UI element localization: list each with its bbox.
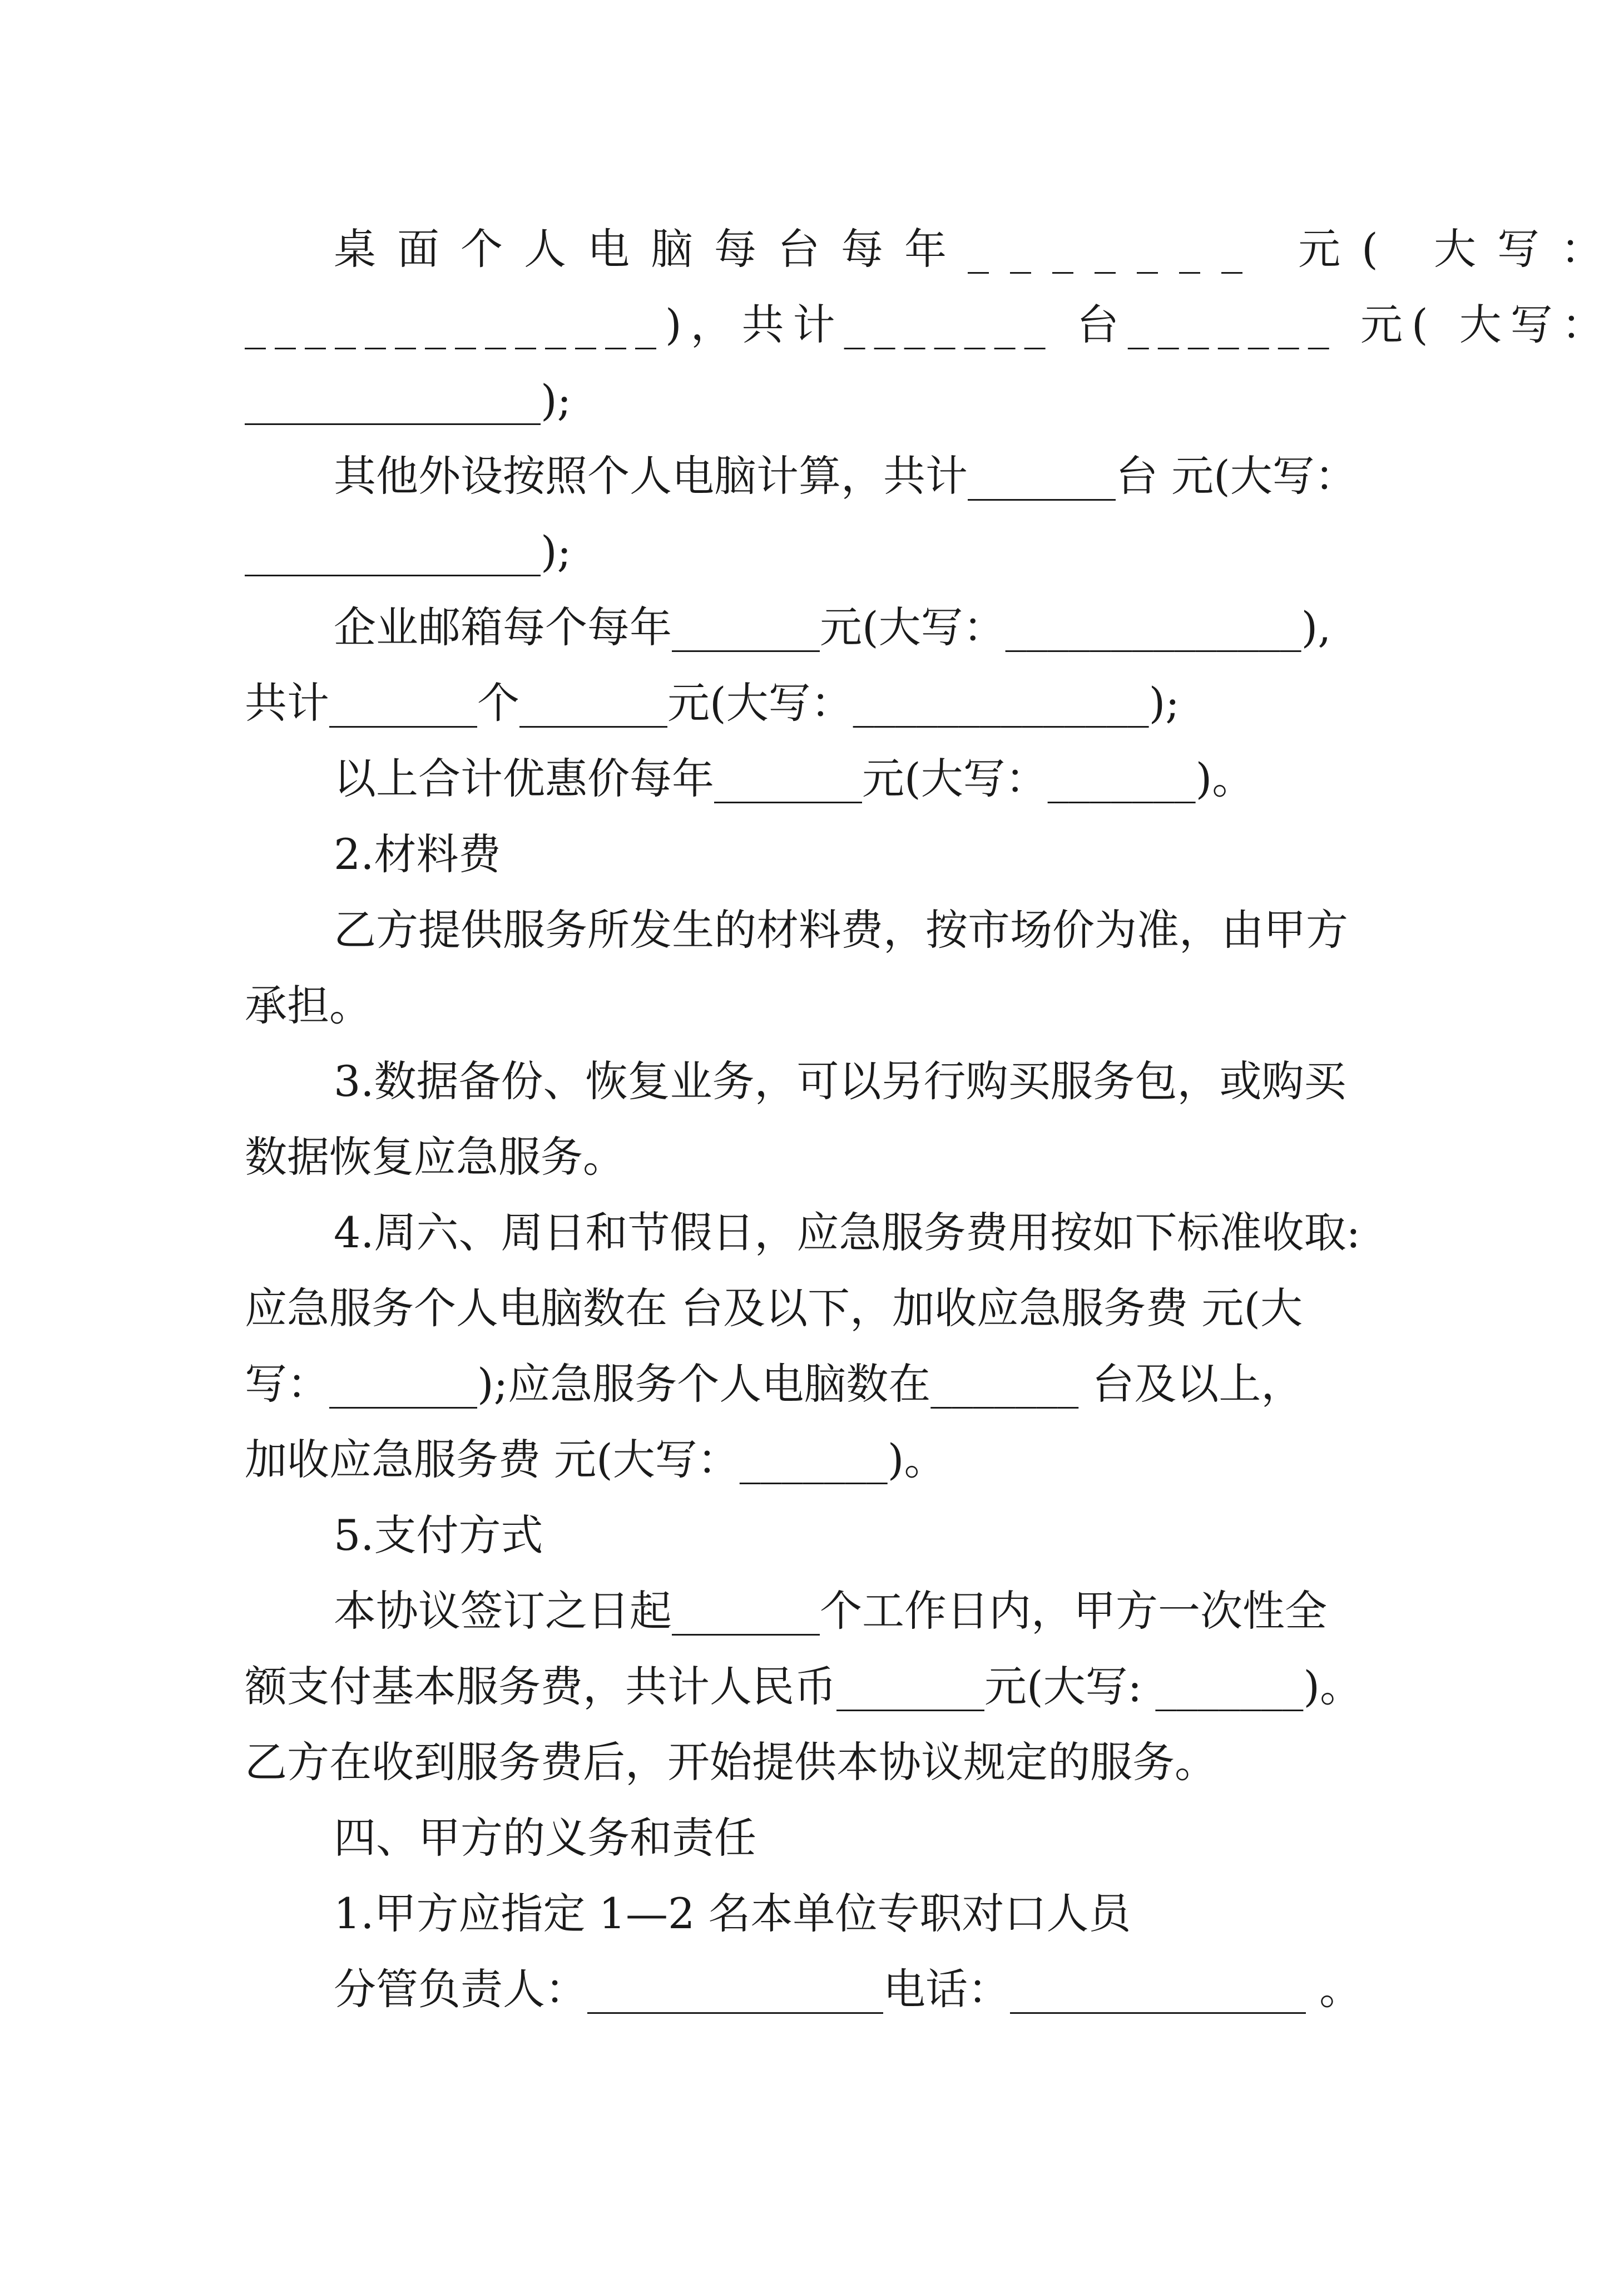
section-heading-payment: 5.支付方式 <box>334 1510 543 1560</box>
paragraph-line-contact-staff: 1.甲方应指定 1—2 名本单位专职对口人员 <box>334 1889 1131 1938</box>
paragraph-line-peripherals-uppercase: ______________); <box>245 527 572 576</box>
paragraph-line-material-fee-cont: 承担。 <box>245 981 372 1030</box>
paragraph-line-desktop-fee: 桌面个人电脑每台每年_______ 元( 大写： <box>334 224 1624 274</box>
paragraph-line-backup-cont: 数据恢复应急服务。 <box>245 1132 625 1182</box>
paragraph-line-holiday-below: 应急服务个人电脑数在 台及以下，加收应急服务费 元(大 <box>245 1283 1303 1333</box>
document-body <box>245 211 1624 2027</box>
paragraph-line-email-total: 共计_______个_______元(大写：______________); <box>245 678 1180 728</box>
paragraph-line-desktop-uppercase: ______________); <box>245 376 572 425</box>
paragraph-line-payment-service: 乙方在收到服务费后，开始提供本协议规定的服务。 <box>245 1737 1217 1787</box>
paragraph-line-holiday-above: 写：_______);应急服务个人电脑数在_______ 台及以上， <box>245 1359 1304 1409</box>
paragraph-line-backup: 3.数据备份、恢复业务，可以另行购买服务包，或购买 <box>334 1056 1346 1106</box>
paragraph-line-payment-amount: 额支付基本服务费，共计人民币_______元(大写: _______)。 <box>245 1662 1363 1711</box>
paragraph-line-desktop-total: ______________)，共计_______ 台_______ 元( 大写： <box>245 300 1613 349</box>
paragraph-line-peripherals: 其他外设按照个人电脑计算，共计_______台 元(大写： <box>334 451 1357 501</box>
paragraph-line-payment: 本协议签订之日起_______个工作日内，甲方一次性全 <box>334 1586 1327 1636</box>
paragraph-line-responsible-person: 分管负责人：______________电话：______________ 。 <box>334 1964 1362 2014</box>
section-heading-material-fee: 2.材料费 <box>334 829 501 879</box>
section-heading-party-a-duties: 四、甲方的义务和责任 <box>334 1813 756 1863</box>
paragraph-line-total-price: 以上合计优惠价每年_______元(大写：_______)。 <box>334 754 1255 803</box>
paragraph-line-material-fee: 乙方提供服务所发生的材料费，按市场价为准，由甲方 <box>334 905 1348 955</box>
paragraph-line-holiday: 4.周六、周日和节假日，应急服务费用按如下标准收取: <box>334 1208 1361 1257</box>
paragraph-line-email-fee: 企业邮箱每个每年_______元(大写：______________), <box>334 602 1331 652</box>
paragraph-line-holiday-extra: 加收应急服务费 元(大写：_______)。 <box>245 1435 947 1484</box>
